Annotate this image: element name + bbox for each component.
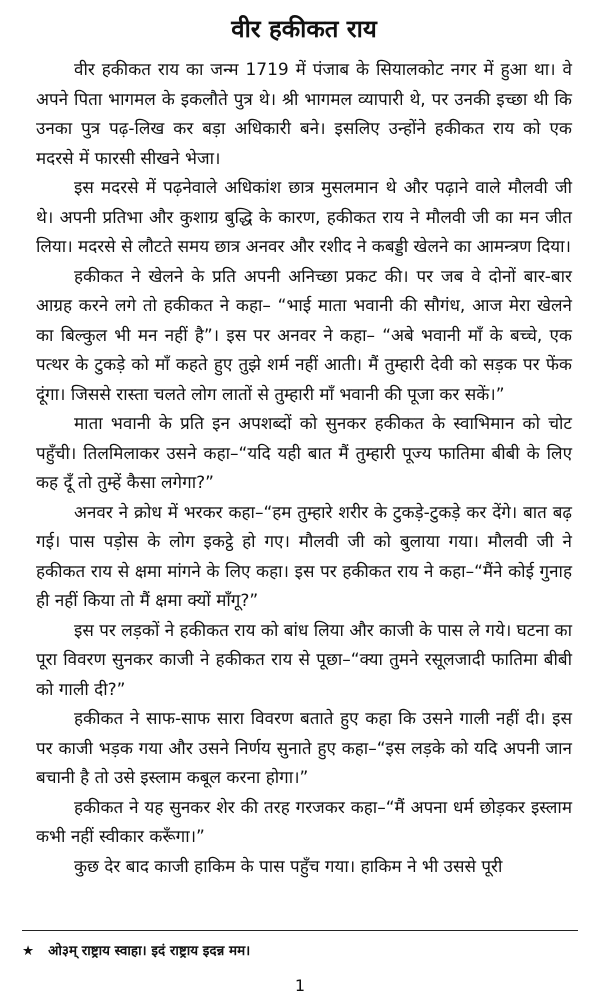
footnote-divider	[22, 930, 578, 931]
paragraph-4: माता भवानी के प्रति इन अपशब्दों को सुनकर हकीकत के स्वाभिमान को चोट पहुँची। तिलमिलाकर उसने कहा–“यदि यही बात मैं तुम्हारी पूज्य फातिमा बीबी के लिए कह दूँ तो तुम्हें कैसा लगेगा?”	[36, 414, 572, 493]
paragraph-8: हकीकत ने यह सुनकर शेर की तरह गरजकर कहा–“मैं अपना धर्म छोड़कर इस्लाम कभी नहीं स्वीकार करूँगा।”	[36, 797, 572, 847]
paragraph-7: हकीकत ने साफ-साफ सारा विवरण बताते हुए कहा कि उसने गाली नहीं दी। इस पर काजी भड़क गया और उसने निर्णय सुनाते हुए कहा–“इस लड़के को यदि अपनी जान बचानी है तो उसे इस्लाम कबूल करना होगा।”	[36, 709, 572, 788]
page-title: वीर हकीकत राय	[231, 15, 377, 43]
paragraph-1: वीर हकीकत राय का जन्म 1719 में पंजाब के सियालकोट नगर में हुआ था। वे अपने पिता भागमल के इकलौते पुत्र थे। श्री भागमल व्यापारी थे, पर उनकी इच्छा थी कि उनका पुत्र पढ़-लिख कर बड़ा अधिकारी बने। इसलिए उन्होंने हकीकत राय को एक मदरसे में फारसी सीखने भेजा।	[36, 60, 572, 169]
paragraph-3: हकीकत ने खेलने के प्रति अपनी अनिच्छा प्रकट की। पर जब वे दोनों बार-बार आग्रह करने लगे तो हकीकत ने कहा– “भाई माता भवानी की सौगंध, आज मेरा खेलने का बिल्कुल भी मन नहीं है”। इस पर अनवर ने कहा– “अबे भवानी माँ के बच्चे, एक पत्थर के टुकड़े को माँ कहते हुए तुझे शर्म नहीं आती। मैं तुम्हारी देवी को सड़क पर फेंक दूंगा। जिससे रास्ता चलते लोग लातों से तुम्हारी माँ भवानी की पूजा कर सकें।”	[36, 266, 572, 405]
paragraph-5: अनवर ने क्रोध में भरकर कहा–“हम तुम्हारे शरीर के टुकड़े-टुकड़े कर देंगे। बात बढ़ गई। पास पड़ोस के लोग इकट्ठे हो गए। मौलवी जी को बुलाया गया। मौलवी जी ने हकीकत राय से क्षमा मांगने के लिए कहा। इस पर हकीकत राय ने कहा–“मैंने कोई गुनाह ही नहीं किया तो मैं क्षमा क्यों माँगू?”	[36, 502, 572, 611]
footnote	[22, 942, 250, 960]
paragraph-6: इस पर लड़कों ने हकीकत राय को बांध लिया और काजी के पास ले गये। घटना का पूरा विवरण सुनकर काजी ने हकीकत राय से पूछा–“क्या तुमने रसूलजादी फातिमा बीबी को गाली दी?”	[36, 620, 572, 700]
paragraph-2: इस मदरसे में पढ़नेवाले अधिकांश छात्र मुसलमान थे और पढ़ाने वाले मौलवी जी थे। अपनी प्रतिभा और कुशाग्र बुद्धि के कारण, हकीकत राय ने मौलवी जी का मन जीत लिया। मदरसे से लौटते समय छात्र अनवर और रशीद ने कबड्डी खेलने का आमन्त्रण दिया।	[36, 178, 572, 257]
star-icon: ★	[22, 943, 35, 959]
page-number: 1	[294, 976, 306, 995]
footnote-text: ओ३म् राष्ट्राय स्वाहा। इदं राष्ट्राय इदन्न मम।	[48, 943, 251, 959]
paragraph-9: कुछ देर बाद काजी हाकिम के पास पहुँच गया। हाकिम ने भी उससे पूरी	[74, 856, 503, 877]
